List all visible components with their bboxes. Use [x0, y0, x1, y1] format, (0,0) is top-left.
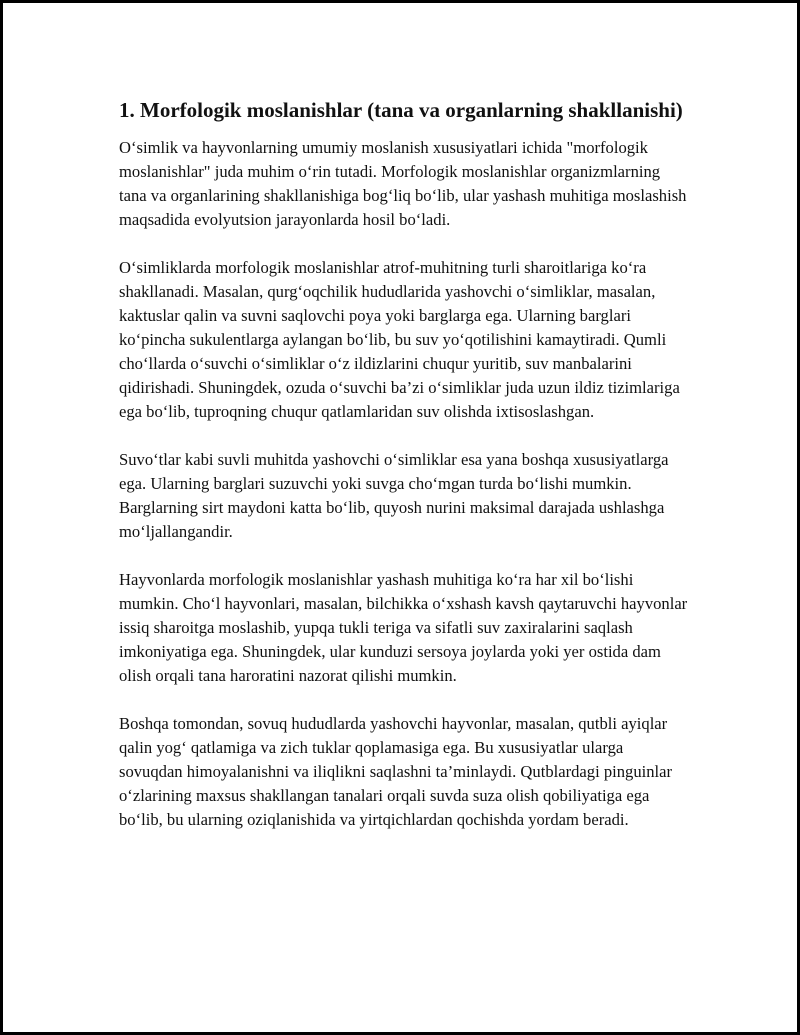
paragraph-animals: Hayvonlarda morfologik moslanishlar yashash muhitiga ko‘ra har xil bo‘lishi mumkin. Cho‘l hayvonlari, masalan, bilchikka o‘xshash kavsh qaytaruvchi hayvonlar issiq sharoitga moslashib, yupqa tukli teriga va sifatli suv zaxiralarini saqlash imkoniyatiga ega. Shuningdek, ular kunduzi sersoya joylarda yoki yer ostida dam olish orqali tana haroratini nazorat qilishi mumkin. — [119, 570, 688, 685]
section-heading: 1. Morfologik moslanishlar (tana va organlarning shakllanishi) — [119, 98, 683, 122]
paragraph-intro: O‘simlik va hayvonlarning umumiy moslanish xususiyatlari ichida "morfologik moslanishlar" juda muhim o‘rin tutadi. Morfologik moslanishlar organizmlarning tana va organlarining shakllanishiga bog‘liq bo‘lib, ular yashash muhitiga moslashish maqsadida evolyutsion jarayonlarda hosil bo‘ladi. — [119, 138, 687, 229]
paragraph-cold-regions: Boshqa tomondan, sovuq hududlarda yashovchi hayvonlar, masalan, qutbli ayiqlar qalin yog‘ qatlamiga va zich tuklar qoplamasiga ega. Bu xususiyatlar ularga sovuqdan himoyalanishni va iliqlikni saqlashni ta’minlaydi. Qutblardagi pinguinlar o‘zlarining maxsus shakllangan tanalari orqali suvda suza olish qobiliyatiga ega bo‘lib, bu ularning oziqlanishida va yirtqichlardan qochishda yordam beradi. — [119, 714, 673, 829]
paragraph-aquatic-plants: Suvo‘tlar kabi suvli muhitda yashovchi o‘simliklar esa yana boshqa xususiyatlarga ega. Ularning barglari suzuvchi yoki suvga cho‘mgan turda bo‘lishi mumkin. Barglarning sirt maydoni katta bo‘lib, quyosh nurini maksimal darajada ushlashga mo‘ljallangandir. — [119, 450, 669, 541]
paragraph-plants: O‘simliklarda morfologik moslanishlar atrof-muhitning turli sharoitlariga ko‘ra shakllanadi. Masalan, qurg‘oqchilik hududlarida yashovchi o‘simliklar, masalan, kaktuslar qalin va suvni saqlovchi poya yoki barglarga ega. Ularning barglari ko‘pincha sukulentlarga aylangan bo‘lib, bu suv yo‘qotilishini kamaytiradi. Qumli cho‘llarda o‘suvchi o‘simliklar o‘z ildizlarini chuqur yuritib, suv manbalarini qidirishadi. Shuningdek, ozuda o‘suvchi ba’zi o‘simliklar juda uzun ildiz tizimlariga ega bo‘lib, tuproqning chuqur qatlamlaridan suv olishda ixtisoslashgan. — [119, 258, 680, 421]
document-content — [119, 95, 691, 856]
